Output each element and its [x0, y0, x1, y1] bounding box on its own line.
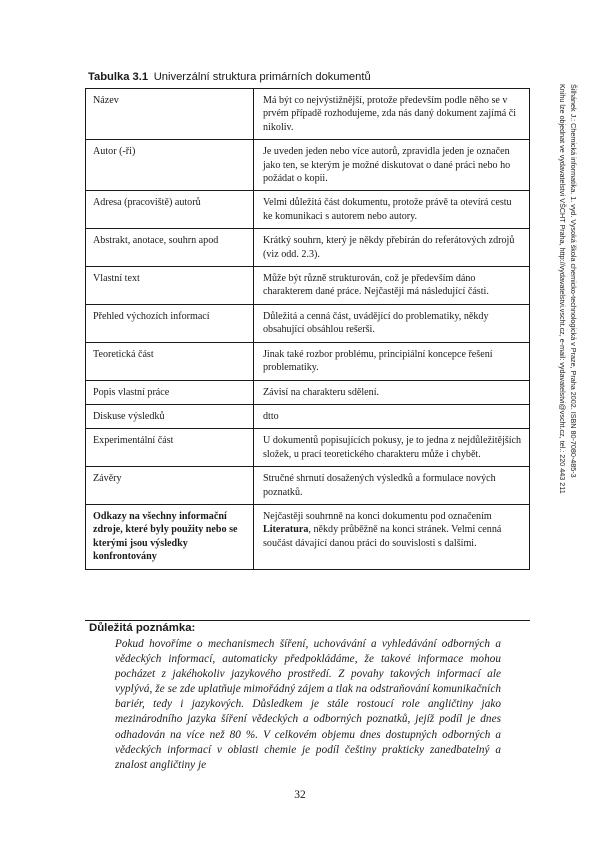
part-name-cell: Diskuse výsledků	[86, 404, 254, 428]
note-heading: Důležitá poznámka:	[89, 622, 196, 634]
table-row	[86, 229, 530, 267]
table-row	[86, 140, 530, 191]
description-text: , někdy průběžně na konci stránek. Velmi cenná součást dávající danou práci do souvislosti s dalšími.	[263, 524, 502, 549]
page-number: 32	[294, 789, 306, 801]
part-description-cell: dtto	[254, 404, 530, 428]
table-row	[86, 467, 530, 505]
document-structure-table	[85, 88, 530, 570]
part-name-cell: Popis vlastní práce	[86, 380, 254, 404]
part-description-cell: Má být co nejvýstižnější, protože především podle něho se v prvém případě rozhodujeme, zda nás daný dokument zajímá či nikoliv.	[254, 89, 530, 140]
part-description-cell: Stručné shrnutí dosažených výsledků a formulace nových poznatků.	[254, 467, 530, 505]
part-description-cell: Jinak také rozbor problému, principiální koncepce řešení problematiky.	[254, 342, 530, 380]
divider	[85, 620, 530, 621]
part-name-cell: Abstrakt, anotace, souhrn apod	[86, 229, 254, 267]
part-description-cell: U dokumentů popisujících pokusy, je to jedna z nejdůležitějších složek, u prací teoretického charakteru může i chybět.	[254, 429, 530, 467]
table-row	[86, 267, 530, 305]
literature-term: Literatura	[263, 524, 309, 536]
part-name-cell: Závěry	[86, 467, 254, 505]
table-row	[86, 380, 530, 404]
order-info-line: Knihu lze objednat ve vydavatelství VŠCHT Praha, http://vydavatelstvi.vscht.cz, e-mail: vydavatelstvi@vscht.cz, tel.: 220 443 211	[558, 84, 567, 494]
part-name-cell: Přehled výchozích informací	[86, 304, 254, 342]
table-row	[86, 504, 530, 569]
table-row	[86, 404, 530, 428]
part-name-cell: Adresa (pracoviště) autorů	[86, 191, 254, 229]
part-description-cell: Důležitá a cenná část, uvádějící do problematiky, někdy obsahující obsáhlou rešerši.	[254, 304, 530, 342]
part-name-cell: Experimentální část	[86, 429, 254, 467]
part-description-cell: Může být různě strukturován, což je především dáno charakterem dané práce. Nejčastěji má následující části.	[254, 267, 530, 305]
table-label: Tabulka 3.1	[88, 71, 149, 83]
table-caption	[88, 71, 371, 83]
description-text: Nejčastěji souhrnně na konci dokumentu pod označením	[263, 510, 492, 522]
table-row	[86, 429, 530, 467]
table-row	[86, 304, 530, 342]
side-citation	[553, 84, 583, 564]
part-name-cell: Autor (-ři)	[86, 140, 254, 191]
part-description-cell: Krátký souhrn, který je někdy přebírán do referátových zdrojů (viz odd. 2.3).	[254, 229, 530, 267]
table-row	[86, 191, 530, 229]
table-row	[86, 342, 530, 380]
citation-line: Šilhánek J.: Chemická informatika. 1. vyd. Vysoká škola chemicko-technologická v Praze, Praha 2002. ISBN 80-7080-485-3	[569, 84, 578, 478]
part-name-cell: Vlastní text	[86, 267, 254, 305]
part-description-cell: Velmi důležitá část dokumentu, protože právě ta otevírá cestu ke komunikaci s autorem nebo autory.	[254, 191, 530, 229]
part-name-cell: Název	[86, 89, 254, 140]
part-description-cell: Závisí na charakteru sdělení.	[254, 380, 530, 404]
part-name-cell: Teoretická část	[86, 342, 254, 380]
part-description-cell	[254, 504, 530, 569]
note-paragraph: Pokud hovoříme o mechanismech šíření, uchovávání a vyhledávání odborných a vědeckých informací, automaticky předpokládáme, že takové informace mohou pocházet z jakéhokoliv jazykového prostředí. Z povahy takových informací ale vyplývá, že se zde uplatňuje mimořádný zájem a tlak na odstraňování komunikačních bariér, tedy i jazykových. Důsledkem je stále rostoucí role angličtiny jako mezinárodního jazyka šíření vědeckých a odborných poznatků, jejíž podíl je dnes odhadován na více než 80 %. V celkovém objemu dnes dostupných odborných a vědeckých informací v oblasti chemie je podíl češtiny prakticky zanedbatelný a znalost angličtiny je	[115, 638, 501, 771]
part-name-cell: Odkazy na všechny informační zdroje, které byly použity nebo se kterými jsou výsledky konfrontovány	[86, 504, 254, 569]
table-title: Univerzální struktura primárních dokumentů	[153, 71, 371, 83]
table-row	[86, 89, 530, 140]
part-description-cell: Je uveden jeden nebo více autorů, zpravidla jeden je označen jako ten, se kterým je možné diskutovat o dané práci nebo ho požádat o kopii.	[254, 140, 530, 191]
